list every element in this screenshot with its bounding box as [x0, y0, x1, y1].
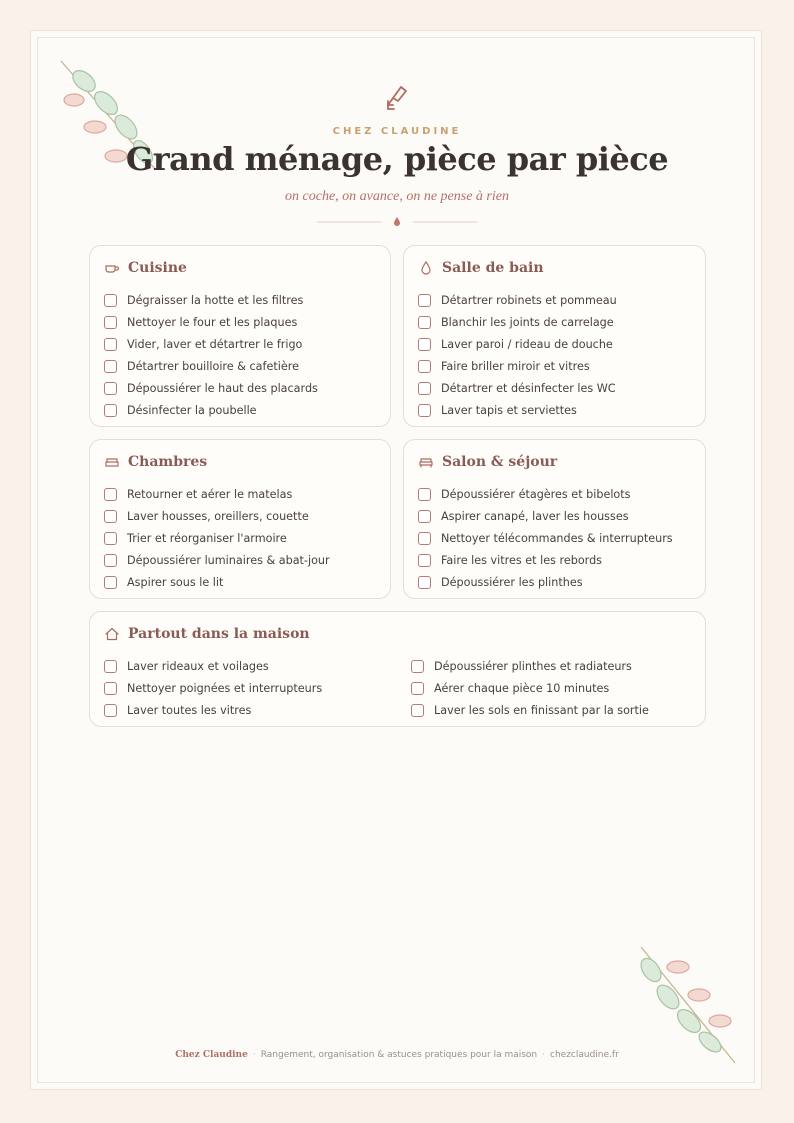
checklist [418, 483, 673, 593]
item-label: Détartrer et désinfecter les WC [441, 381, 616, 395]
page-subtitle: on coche, on avance, on ne pense à rien [285, 189, 509, 204]
list-item[interactable] [418, 505, 673, 527]
checkbox[interactable] [418, 404, 431, 417]
checkbox[interactable] [104, 660, 117, 673]
item-label: Désinfecter la poubelle [127, 403, 257, 417]
checklist [104, 483, 330, 593]
page-sheet [30, 30, 762, 1090]
checkbox[interactable] [418, 382, 431, 395]
list-item[interactable] [418, 377, 617, 399]
checklist-right [411, 655, 649, 721]
checkbox[interactable] [104, 554, 117, 567]
checkbox[interactable] [104, 510, 117, 523]
list-item[interactable] [418, 483, 673, 505]
checkbox[interactable] [104, 532, 117, 545]
list-item[interactable] [104, 483, 330, 505]
checklist-left [104, 655, 322, 721]
drop-icon [418, 260, 434, 276]
list-item[interactable] [104, 355, 318, 377]
item-label: Dépoussiérer étagères et bibelots [441, 487, 631, 501]
item-label: Dépoussiérer plinthes et radiateurs [434, 659, 632, 673]
section-title: Salon & séjour [442, 454, 558, 470]
checkbox[interactable] [411, 704, 424, 717]
brand-name: CHEZ CLAUDINE [332, 126, 462, 137]
checkbox[interactable] [104, 338, 117, 351]
checkbox[interactable] [104, 382, 117, 395]
card-chambres [89, 439, 391, 599]
item-label: Nettoyer le four et les plaques [127, 315, 298, 329]
house-icon [104, 626, 120, 642]
checkbox[interactable] [418, 554, 431, 567]
cup-icon [104, 260, 120, 276]
card-salle-de-bain [403, 245, 706, 427]
checkbox[interactable] [104, 682, 117, 695]
list-item[interactable] [104, 677, 322, 699]
sofa-icon [418, 454, 434, 470]
list-item[interactable] [418, 311, 617, 333]
item-label: Aspirer sous le lit [127, 575, 224, 589]
checkbox[interactable] [104, 404, 117, 417]
checkbox[interactable] [418, 532, 431, 545]
list-item[interactable] [418, 289, 617, 311]
section-title: Partout dans la maison [128, 626, 310, 642]
checkbox[interactable] [418, 510, 431, 523]
list-item[interactable] [418, 355, 617, 377]
list-item[interactable] [104, 505, 330, 527]
list-item[interactable] [104, 549, 330, 571]
item-label: Laver housses, oreillers, couette [127, 509, 309, 523]
list-item[interactable] [104, 527, 330, 549]
list-item[interactable] [104, 399, 318, 421]
item-label: Dépoussiérer luminaires & abat-jour [127, 553, 330, 567]
list-item[interactable] [418, 571, 673, 593]
list-item[interactable] [418, 527, 673, 549]
footer-tagline: Rangement, organisation & astuces pratiques pour la maison [260, 1050, 538, 1060]
item-label: Trier et réorganiser l'armoire [127, 531, 287, 545]
item-label: Détartrer robinets et pommeau [441, 293, 617, 307]
checklist [418, 289, 617, 421]
list-item[interactable] [418, 333, 617, 355]
item-label: Aspirer canapé, laver les housses [441, 509, 629, 523]
checkbox[interactable] [418, 338, 431, 351]
footer-url[interactable]: chezclaudine.fr [550, 1050, 619, 1060]
list-item[interactable] [104, 311, 318, 333]
checkbox[interactable] [418, 360, 431, 373]
checkbox[interactable] [418, 576, 431, 589]
divider-ornament [317, 216, 477, 226]
item-label: Laver toutes les vitres [127, 703, 252, 717]
page-title: Grand ménage, pièce par pièce [125, 140, 669, 178]
item-label: Dépoussiérer le haut des placards [127, 381, 318, 395]
card-partout [89, 611, 706, 727]
checkbox[interactable] [104, 576, 117, 589]
list-item[interactable] [104, 289, 318, 311]
list-item[interactable] [104, 571, 330, 593]
section-title: Salle de bain [442, 260, 544, 276]
item-label: Nettoyer poignées et interrupteurs [127, 681, 323, 695]
checkbox[interactable] [104, 316, 117, 329]
list-item[interactable] [104, 699, 322, 721]
list-item[interactable] [411, 699, 649, 721]
checkbox[interactable] [418, 294, 431, 307]
list-item[interactable] [418, 399, 617, 421]
list-item[interactable] [104, 377, 318, 399]
card-salon [403, 439, 706, 599]
brush-icon [384, 84, 408, 112]
checkbox[interactable] [418, 488, 431, 501]
checkbox[interactable] [104, 704, 117, 717]
list-item[interactable] [411, 677, 649, 699]
checkbox[interactable] [104, 488, 117, 501]
item-label: Détartrer bouilloire & cafetière [127, 359, 299, 373]
checklist [104, 289, 318, 421]
checkbox[interactable] [418, 316, 431, 329]
list-item[interactable] [418, 549, 673, 571]
checkbox[interactable] [411, 682, 424, 695]
item-label: Aérer chaque pièce 10 minutes [434, 681, 610, 695]
item-label: Faire briller miroir et vitres [441, 359, 590, 373]
section-title: Chambres [128, 454, 208, 470]
list-item[interactable] [104, 655, 322, 677]
item-label: Vider, laver et détartrer le frigo [127, 337, 303, 351]
section-title: Cuisine [128, 260, 187, 276]
checkbox[interactable] [411, 660, 424, 673]
item-label: Dégraisser la hotte et les filtres [127, 293, 304, 307]
list-item[interactable] [411, 655, 649, 677]
item-label: Blanchir les joints de carrelage [441, 315, 614, 329]
list-item[interactable] [104, 333, 318, 355]
footer-brand: Chez Claudine [175, 1050, 248, 1060]
item-label: Laver les sols en finissant par la sortie [434, 703, 649, 717]
item-label: Laver rideaux et voilages [127, 659, 269, 673]
item-label: Nettoyer télécommandes & interrupteurs [441, 531, 673, 545]
checkbox[interactable] [104, 294, 117, 307]
item-label: Retourner et aérer le matelas [127, 487, 293, 501]
item-label: Laver tapis et serviettes [441, 403, 577, 417]
footer: Chez Claudine · Rangement, organisation & astuces pratiques pour la maison · chezclaudine.fr [175, 1050, 619, 1060]
card-cuisine [89, 245, 391, 427]
item-label: Dépoussiérer les plinthes [441, 575, 583, 589]
item-label: Laver paroi / rideau de douche [441, 337, 613, 351]
bed-icon [104, 454, 120, 470]
item-label: Faire les vitres et les rebords [441, 553, 602, 567]
checkbox[interactable] [104, 360, 117, 373]
